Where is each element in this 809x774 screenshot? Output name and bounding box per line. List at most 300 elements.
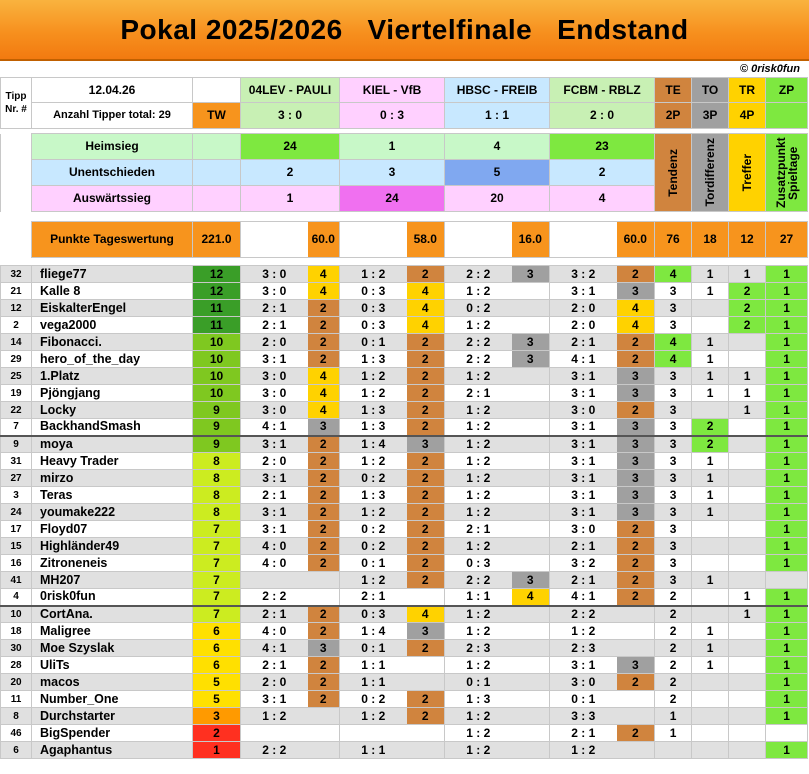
stat-value: 2 xyxy=(550,160,655,186)
player-tip: 1 : 4 xyxy=(340,436,407,453)
bonus-code: TO xyxy=(692,78,729,103)
player-tip: 0 : 2 xyxy=(340,521,407,538)
player-tip: 3 : 0 xyxy=(241,402,308,419)
player-to: 1 xyxy=(692,623,729,640)
player-tw: 7 xyxy=(193,555,241,572)
table-row xyxy=(1,368,808,385)
player-tip: 3 : 1 xyxy=(241,504,308,521)
player-to: 1 xyxy=(692,334,729,351)
player-te: 3 xyxy=(655,555,692,572)
player-tip: 1 : 1 xyxy=(340,674,407,691)
player-tip: 1 : 1 xyxy=(340,657,407,674)
player-tip-points xyxy=(617,742,655,759)
player-tip: 1 : 2 xyxy=(445,283,512,300)
player-tr: 2 xyxy=(729,283,766,300)
player-tip-points xyxy=(512,708,550,725)
player-tip-points xyxy=(512,725,550,742)
player-tip: 1 : 2 xyxy=(445,487,512,504)
player-name: Teras xyxy=(32,487,193,504)
player-tip-points xyxy=(512,368,550,385)
player-tip-points xyxy=(617,606,655,623)
player-tw: 10 xyxy=(193,351,241,368)
player-tw: 5 xyxy=(193,691,241,708)
player-zp: 1 xyxy=(766,453,808,470)
player-name: macos xyxy=(32,674,193,691)
player-tip: 0 : 1 xyxy=(340,640,407,657)
bonus-points: 2P xyxy=(655,103,692,129)
player-tip: 0 : 2 xyxy=(340,470,407,487)
player-tip-points xyxy=(308,708,340,725)
player-te: 2 xyxy=(655,606,692,623)
player-tip-points xyxy=(512,283,550,300)
match-result: 2 : 0 xyxy=(550,103,655,129)
player-tip-points: 2 xyxy=(617,572,655,589)
player-tip-points xyxy=(512,555,550,572)
player-tip-points xyxy=(512,657,550,674)
player-to: 1 xyxy=(692,385,729,402)
player-tip-points: 2 xyxy=(407,385,445,402)
player-name: Zitroneneis xyxy=(32,555,193,572)
player-te: 3 xyxy=(655,572,692,589)
tages-bonus: 18 xyxy=(692,222,729,258)
player-tip xyxy=(241,572,308,589)
player-nr: 17 xyxy=(1,521,32,538)
player-zp: 1 xyxy=(766,300,808,317)
player-tip-points: 2 xyxy=(308,334,340,351)
player-tr: 1 xyxy=(729,606,766,623)
player-tip: 0 : 3 xyxy=(340,317,407,334)
player-tip: 2 : 2 xyxy=(445,266,512,283)
player-tip: 2 : 0 xyxy=(241,453,308,470)
player-name: Locky xyxy=(32,402,193,419)
stat-value: 1 xyxy=(340,134,445,160)
player-zp: 1 xyxy=(766,487,808,504)
player-tip: 0 : 2 xyxy=(445,300,512,317)
player-te: 2 xyxy=(655,589,692,606)
player-tip-points: 2 xyxy=(617,674,655,691)
player-tr: 1 xyxy=(729,385,766,402)
player-te: 3 xyxy=(655,436,692,453)
player-tip-points xyxy=(512,606,550,623)
player-te: 3 xyxy=(655,385,692,402)
player-te xyxy=(655,742,692,759)
player-to xyxy=(692,674,729,691)
player-te: 2 xyxy=(655,674,692,691)
player-tw: 7 xyxy=(193,521,241,538)
player-zp: 1 xyxy=(766,504,808,521)
player-tip-points xyxy=(512,436,550,453)
player-tip-points: 2 xyxy=(308,521,340,538)
player-tip: 1 : 1 xyxy=(340,742,407,759)
player-te: 3 xyxy=(655,538,692,555)
nr-label: Nr. # xyxy=(5,104,27,115)
player-tip: 1 : 2 xyxy=(445,708,512,725)
player-te: 3 xyxy=(655,521,692,538)
player-tw: 12 xyxy=(193,266,241,283)
player-tip-points xyxy=(407,657,445,674)
player-te: 2 xyxy=(655,657,692,674)
player-zp: 1 xyxy=(766,623,808,640)
player-te: 1 xyxy=(655,725,692,742)
player-tip xyxy=(340,725,407,742)
bonus-desc-label: Tendenz xyxy=(666,148,681,197)
player-tip: 3 : 0 xyxy=(241,368,308,385)
bonus-desc xyxy=(655,134,692,212)
player-tr: 1 xyxy=(729,266,766,283)
player-tw: 8 xyxy=(193,470,241,487)
player-tip: 0 : 1 xyxy=(340,334,407,351)
player-tip: 2 : 1 xyxy=(241,317,308,334)
player-tr xyxy=(729,657,766,674)
player-tip-points xyxy=(512,317,550,334)
player-zp: 1 xyxy=(766,385,808,402)
tages-match-points: 60.0 xyxy=(308,222,340,258)
player-tip-points: 3 xyxy=(512,334,550,351)
stat-value: 4 xyxy=(550,186,655,212)
player-te: 3 xyxy=(655,419,692,436)
player-tip: 3 : 3 xyxy=(550,708,617,725)
player-tip-points: 3 xyxy=(617,453,655,470)
player-tip: 0 : 1 xyxy=(445,674,512,691)
player-nr: 28 xyxy=(1,657,32,674)
player-zp: 1 xyxy=(766,402,808,419)
player-tip-points xyxy=(308,725,340,742)
player-tip-points xyxy=(512,538,550,555)
player-tw: 6 xyxy=(193,623,241,640)
player-name: Number_One xyxy=(32,691,193,708)
player-tr xyxy=(729,708,766,725)
table-row xyxy=(1,640,808,657)
player-name: vega2000 xyxy=(32,317,193,334)
player-tip-points: 2 xyxy=(308,623,340,640)
player-tip: 0 : 2 xyxy=(340,538,407,555)
player-tr xyxy=(729,640,766,657)
player-tip-points: 3 xyxy=(308,640,340,657)
match-result: 1 : 1 xyxy=(445,103,550,129)
player-to: 1 xyxy=(692,266,729,283)
player-to xyxy=(692,317,729,334)
player-tip: 0 : 1 xyxy=(340,555,407,572)
player-tip-points: 3 xyxy=(512,351,550,368)
player-tip: 1 : 2 xyxy=(445,538,512,555)
table-row xyxy=(1,606,808,623)
player-tw: 7 xyxy=(193,606,241,623)
tages-match-points: 58.0 xyxy=(407,222,445,258)
player-to xyxy=(692,691,729,708)
player-tip: 1 : 2 xyxy=(445,606,512,623)
player-tip: 1 : 3 xyxy=(340,419,407,436)
player-te: 3 xyxy=(655,283,692,300)
table-row xyxy=(1,742,808,759)
player-tip: 2 : 2 xyxy=(241,589,308,606)
player-nr: 15 xyxy=(1,538,32,555)
player-tip: 3 : 1 xyxy=(550,504,617,521)
player-tip: 4 : 0 xyxy=(241,538,308,555)
player-tip-points: 2 xyxy=(407,708,445,725)
player-tip: 1 : 2 xyxy=(445,419,512,436)
player-tr xyxy=(729,555,766,572)
player-tip-points: 4 xyxy=(617,317,655,334)
player-tr xyxy=(729,521,766,538)
player-tip-points xyxy=(512,402,550,419)
player-name: moya xyxy=(32,436,193,453)
player-tw: 10 xyxy=(193,334,241,351)
player-tip-points xyxy=(512,640,550,657)
player-tip-points xyxy=(617,623,655,640)
player-tr xyxy=(729,419,766,436)
player-tip-points: 2 xyxy=(407,555,445,572)
player-tip-points: 2 xyxy=(617,351,655,368)
player-tip-points xyxy=(308,742,340,759)
player-tip: 2 : 0 xyxy=(241,674,308,691)
player-tip: 3 : 1 xyxy=(550,470,617,487)
standings-table xyxy=(0,77,808,759)
player-zp: 1 xyxy=(766,334,808,351)
player-tip: 4 : 1 xyxy=(241,640,308,657)
player-to xyxy=(692,742,729,759)
player-tip-points: 4 xyxy=(308,402,340,419)
player-tip-points: 2 xyxy=(407,470,445,487)
player-tip-points: 2 xyxy=(617,402,655,419)
tages-blank xyxy=(1,222,32,258)
player-tr xyxy=(729,674,766,691)
player-tip: 1 : 2 xyxy=(445,657,512,674)
player-to xyxy=(692,606,729,623)
player-tip: 1 : 2 xyxy=(340,708,407,725)
player-tip xyxy=(241,725,308,742)
player-nr: 18 xyxy=(1,623,32,640)
player-nr: 8 xyxy=(1,708,32,725)
bonus-desc xyxy=(692,134,729,212)
player-nr: 30 xyxy=(1,640,32,657)
player-tip: 2 : 0 xyxy=(241,334,308,351)
player-tip: 0 : 1 xyxy=(550,691,617,708)
tages-bonus: 27 xyxy=(766,222,808,258)
tages-label: Punkte Tageswertung xyxy=(32,222,193,258)
player-tip-points: 4 xyxy=(407,300,445,317)
player-tr xyxy=(729,572,766,589)
player-nr: 32 xyxy=(1,266,32,283)
tw-blank xyxy=(193,78,241,103)
table-row xyxy=(1,266,808,283)
player-tip: 2 : 2 xyxy=(445,351,512,368)
player-tip-points: 2 xyxy=(308,538,340,555)
table-row xyxy=(1,521,808,538)
player-tip-points xyxy=(308,572,340,589)
player-tip: 1 : 2 xyxy=(340,385,407,402)
bonus-desc-label: Tordifferenz xyxy=(703,138,718,207)
player-tip-points: 3 xyxy=(617,657,655,674)
player-nr: 6 xyxy=(1,742,32,759)
player-te: 2 xyxy=(655,691,692,708)
player-tw: 8 xyxy=(193,487,241,504)
tw-label: TW xyxy=(193,103,241,129)
player-tip: 2 : 2 xyxy=(445,334,512,351)
player-tw: 11 xyxy=(193,317,241,334)
player-tip: 1 : 2 xyxy=(550,623,617,640)
table-row xyxy=(1,419,808,436)
player-tip-points: 4 xyxy=(617,300,655,317)
player-tip-points: 2 xyxy=(308,657,340,674)
stat-value: 20 xyxy=(445,186,550,212)
player-tip-points: 4 xyxy=(308,368,340,385)
tages-blank-cell xyxy=(445,222,512,258)
bonus-desc-label: Treffer xyxy=(740,153,755,192)
player-tip: 1 : 2 xyxy=(340,266,407,283)
player-zp: 1 xyxy=(766,708,808,725)
player-tip: 3 : 0 xyxy=(241,283,308,300)
player-tip-points: 2 xyxy=(407,521,445,538)
player-tip: 1 : 3 xyxy=(340,487,407,504)
player-name: BackhandSmash xyxy=(32,419,193,436)
stat-blank xyxy=(1,134,32,160)
player-name: EiskalterEngel xyxy=(32,300,193,317)
spacer xyxy=(1,212,808,222)
tages-bonus: 76 xyxy=(655,222,692,258)
player-te: 1 xyxy=(655,708,692,725)
player-to: 2 xyxy=(692,419,729,436)
table-row xyxy=(1,589,808,606)
bonus-code: TE xyxy=(655,78,692,103)
player-name: mirzo xyxy=(32,470,193,487)
player-tip: 1 : 2 xyxy=(445,368,512,385)
player-tip: 3 : 1 xyxy=(550,419,617,436)
player-zp: 1 xyxy=(766,419,808,436)
player-to xyxy=(692,521,729,538)
stat-blank xyxy=(1,186,32,212)
player-tip: 0 : 2 xyxy=(340,691,407,708)
player-zp: 1 xyxy=(766,742,808,759)
player-tip-points: 2 xyxy=(407,538,445,555)
stat-value: 24 xyxy=(340,186,445,212)
player-te: 4 xyxy=(655,334,692,351)
player-tip-points: 2 xyxy=(308,351,340,368)
tages-match-points: 16.0 xyxy=(512,222,550,258)
date-label: 12.04.26 xyxy=(32,78,193,103)
table-row xyxy=(1,572,808,589)
player-tip-points: 2 xyxy=(617,334,655,351)
player-te: 2 xyxy=(655,640,692,657)
player-tip: 2 : 1 xyxy=(241,300,308,317)
player-tip: 1 : 2 xyxy=(445,317,512,334)
player-tip: 2 : 1 xyxy=(550,572,617,589)
player-tip: 3 : 1 xyxy=(550,657,617,674)
player-tip-points xyxy=(512,504,550,521)
player-zp: 1 xyxy=(766,521,808,538)
player-te: 3 xyxy=(655,470,692,487)
stat-value: 4 xyxy=(445,134,550,160)
player-tip: 1 : 2 xyxy=(445,504,512,521)
player-tip-points: 2 xyxy=(617,521,655,538)
player-tip: 1 : 2 xyxy=(340,572,407,589)
player-tip-points: 3 xyxy=(308,419,340,436)
player-tip-points: 2 xyxy=(407,640,445,657)
player-tw: 1 xyxy=(193,742,241,759)
player-tip-points: 2 xyxy=(308,436,340,453)
player-tip-points: 3 xyxy=(617,283,655,300)
player-tw: 5 xyxy=(193,674,241,691)
player-te: 2 xyxy=(655,623,692,640)
player-tip-points xyxy=(512,623,550,640)
table-row xyxy=(1,351,808,368)
player-tip-points: 3 xyxy=(617,487,655,504)
player-tip: 3 : 1 xyxy=(550,385,617,402)
player-tip-points xyxy=(512,470,550,487)
player-tip-points xyxy=(407,742,445,759)
player-tip: 3 : 1 xyxy=(550,283,617,300)
player-tip: 2 : 1 xyxy=(241,657,308,674)
player-name: CortAna. xyxy=(32,606,193,623)
stat-value: 24 xyxy=(241,134,340,160)
bonus-code: ZP xyxy=(766,78,808,103)
player-nr: 7 xyxy=(1,419,32,436)
player-tw: 7 xyxy=(193,589,241,606)
player-tip: 2 : 2 xyxy=(241,742,308,759)
player-to xyxy=(692,589,729,606)
player-nr: 11 xyxy=(1,691,32,708)
player-name: Kalle 8 xyxy=(32,283,193,300)
player-tw: 3 xyxy=(193,708,241,725)
player-tr xyxy=(729,691,766,708)
page-title: Pokal 2025/2026 Viertelfinale Endstand xyxy=(0,0,809,61)
player-tip-points: 2 xyxy=(308,300,340,317)
player-name: Maligree xyxy=(32,623,193,640)
player-to: 1 xyxy=(692,453,729,470)
player-tr xyxy=(729,453,766,470)
player-tr xyxy=(729,487,766,504)
player-zp: 1 xyxy=(766,538,808,555)
player-nr: 31 xyxy=(1,453,32,470)
player-te: 4 xyxy=(655,351,692,368)
bonus-code: TR xyxy=(729,78,766,103)
player-tr xyxy=(729,742,766,759)
player-name: Agaphantus xyxy=(32,742,193,759)
player-tip: 3 : 1 xyxy=(241,521,308,538)
player-tip: 2 : 1 xyxy=(340,589,407,606)
match-result: 0 : 3 xyxy=(340,103,445,129)
player-nr: 22 xyxy=(1,402,32,419)
player-te: 3 xyxy=(655,368,692,385)
player-tip-points: 2 xyxy=(407,487,445,504)
table-row xyxy=(1,487,808,504)
player-tip-points: 2 xyxy=(308,555,340,572)
match-name: KIEL - VfB xyxy=(340,78,445,103)
player-te: 3 xyxy=(655,317,692,334)
match-result: 3 : 0 xyxy=(241,103,340,129)
player-to xyxy=(692,725,729,742)
player-tip-points: 2 xyxy=(407,402,445,419)
player-nr: 3 xyxy=(1,487,32,504)
player-tr: 2 xyxy=(729,317,766,334)
player-tip-points: 3 xyxy=(617,385,655,402)
player-tw: 7 xyxy=(193,538,241,555)
player-to xyxy=(692,300,729,317)
player-tip: 1 : 3 xyxy=(445,691,512,708)
player-tw: 10 xyxy=(193,368,241,385)
player-tip: 2 : 2 xyxy=(550,606,617,623)
player-nr: 16 xyxy=(1,555,32,572)
player-tip: 3 : 1 xyxy=(241,691,308,708)
player-tw: 7 xyxy=(193,572,241,589)
tages-total: 221.0 xyxy=(193,222,241,258)
player-tip-points: 2 xyxy=(407,266,445,283)
player-tip: 1 : 2 xyxy=(445,470,512,487)
table-row xyxy=(1,538,808,555)
player-tip: 2 : 1 xyxy=(241,487,308,504)
player-tip-points xyxy=(512,487,550,504)
player-tw: 8 xyxy=(193,504,241,521)
player-tip: 3 : 0 xyxy=(241,266,308,283)
